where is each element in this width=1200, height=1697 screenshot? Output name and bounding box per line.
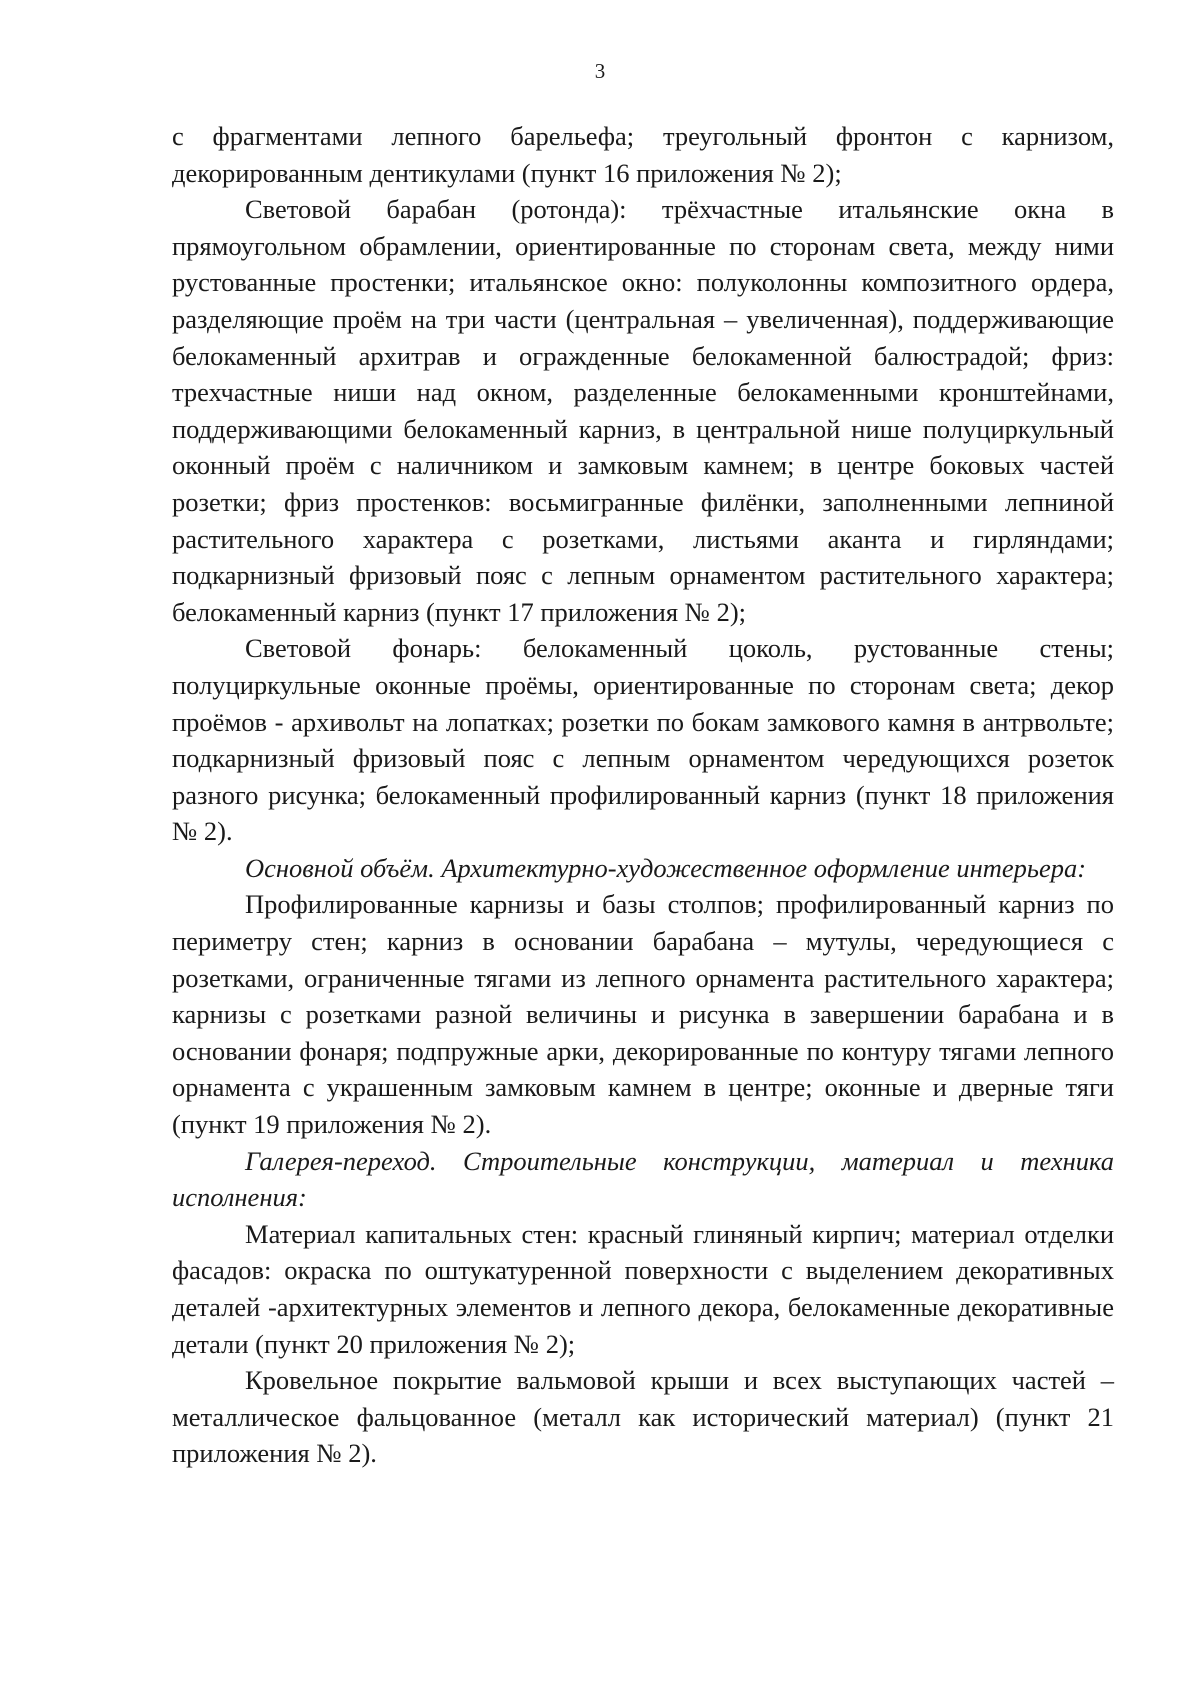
- paragraph-interior-cornices: Профилированные карнизы и базы столпов; профилированный карниз по периметру стен; карниз в основании барабана – мутулы, чередующиеся с розетками, ограниченные тягами из лепного орнамента растительного характера; карнизы с розетками разной величины и рисунка в завершении барабана и в основании фонаря; подпружные арки, декорированные по контуру тягами лепного орнамента с украшенным замковым камнем в центре; оконные и дверные тяги (пункт 19 приложения № 2).: [172, 889, 1114, 1140]
- paragraph-lantern: Световой фонарь: белокаменный цоколь, рустованные стены; полуциркульные оконные проёмы, ориентированные по сторонам света; декор проёмов - архивольт на лопатках; розетки по бокам замкового камня в антрвольте; подкарнизный фризовый пояс с лепным орнаментом чередующихся розеток разного рисунка; белокаменный профилированный карниз (пункт 18 приложения № 2).: [172, 633, 1114, 847]
- paragraph-wall-material: Материал капитальных стен: красный глиняный кирпич; материал отделки фасадов: окраска по оштукатуренной поверхности с выделением декоративных деталей -архитектурных элементов и лепного декора, белокаменные декоративные детали (пункт 20 приложения № 2);: [172, 1218, 1114, 1359]
- paragraph-continuation: с фрагментами лепного барельефа; треугольный фронтон с карнизом, декорированным дентикулами (пункт 16 приложения № 2);: [172, 121, 1114, 188]
- paragraph-roofing: Кровельное покрытие вальмовой крыши и всех выступающих частей – металлическое фальцованное (металл как исторический материал) (пункт 21 приложения № 2).: [172, 1365, 1114, 1469]
- document-body: [172, 118, 1114, 1472]
- section-heading-gallery: Галерея-переход. Строительные конструкции, материал и техника исполнения:: [172, 1145, 1114, 1213]
- section-heading-interior: Основной объём. Архитектурно-художественное оформление интерьера:: [245, 852, 1087, 883]
- paragraph-light-drum: Световой барабан (ротонда): трёхчастные итальянские окна в прямоугольном обрамлении, ориентированные по сторонам света, между ними рустованные простенки; итальянское окно: полуколонны композитного ордера, разделяющие проём на три части (центральная – увеличенная), поддерживающие белокаменный архитрав и огражденные белокаменной балюстрадой; фриз: трехчастные ниши над окном, разделенные белокаменными кронштейнами, поддерживающими белокаменный карниз, в центральной нише полуциркульный оконный проём с наличником и замковым камнем; в центре боковых частей розетки; фриз простенков: восьмигранные филёнки, заполненными лепниной растительного характера с розетками, листьями аканта и гирляндами; подкарнизный фризовый пояс с лепным орнаментом растительного характера; белокаменный карниз (пункт 17 приложения № 2);: [172, 194, 1114, 627]
- page-number: 3: [594, 59, 606, 83]
